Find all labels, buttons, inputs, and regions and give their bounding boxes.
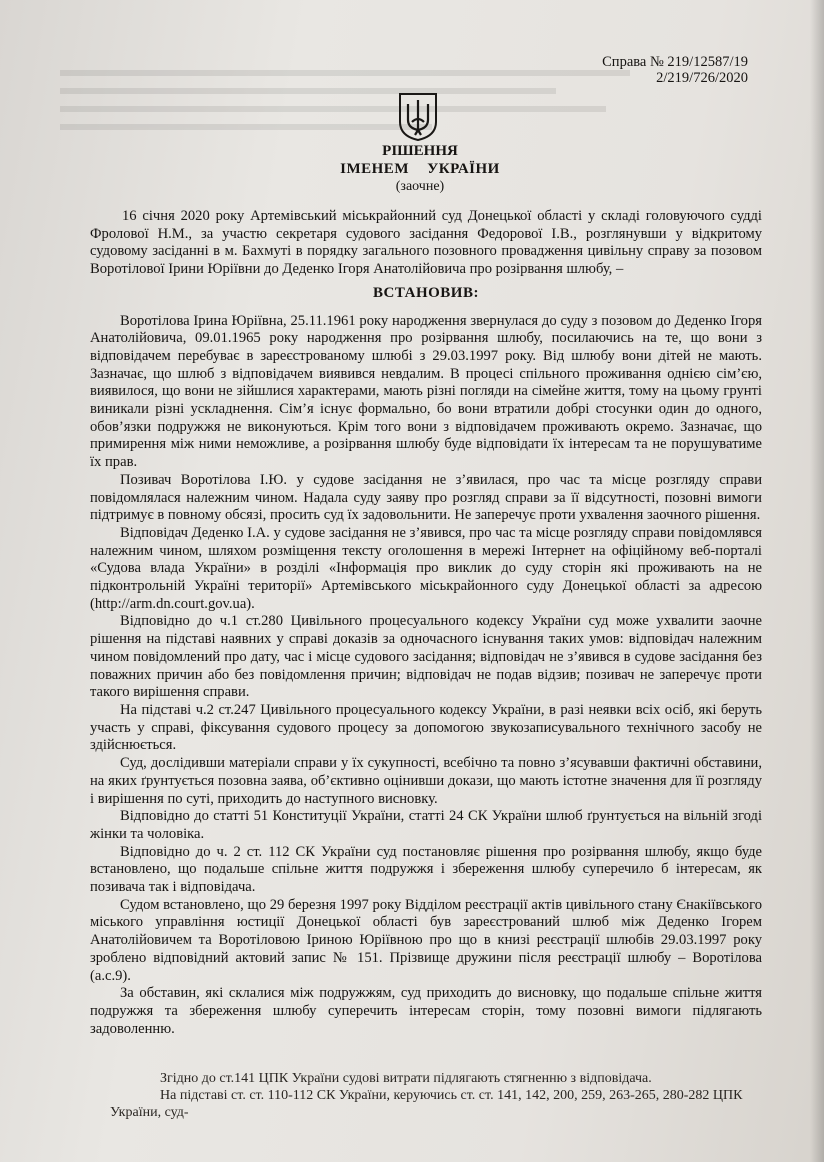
case-number-line-1: Справа № 219/12587/19 bbox=[602, 54, 748, 70]
paragraph: За обставин, які склалися між подружжям, суд приходить до висновку, що подальше спільне життя подружжя та збереження шлюбу суперечить інтересам сторін, тому позовні вимоги підлягають задоволенню. bbox=[90, 985, 762, 1037]
costs-paragraph: Згідно до ст.141 ЦПК України судові витрати підлягають стягненню з відповідача. bbox=[160, 1071, 652, 1086]
paragraph: Воротілова Ірина Юріївна, 25.11.1961 року народження звернулася до суду з позовом до Деденко Ігоря Анатолійовича, 09.01.1965 року народження про розірвання шлюбу, посилаючись на те, що вони з відповідачем перебуває в зареєстрованому шлюбі з 29.03.1997 року. Від шлюбу вони дітей не мають. Зазначає, що шлюб з відповідачем виявився невдалим. В процесі спільного проживання однією сім’єю, виявилося, що вони не зійшлися характерами, мають різні погляди на сімейне життя, тому на цьому грунті виникали різні ускладнення. Сім’я існує формально, бо вони втратили добрі стосунки один до одного, обов’язки подружжя не виконуються. Крім того вони з відповідачем проживають окремо. Зазначає, що примирення між ними неможливе, а розірвання шлюбу буде відповідати їх інтересам та не порушуватиме їх прав. bbox=[90, 312, 762, 471]
paragraph: Позивач Воротілова І.Ю. у судове засідання не з’явилася, про час та місце розгляду справи повідомлялася належним чином. Надала суду заяву про розгляд справи за її відсутності, позовні вимоги підтримує в повному обсязі, просить суд їх задовольнити. Не заперечує проти ухвалення заочного рішення. bbox=[90, 471, 762, 524]
legal-basis-paragraph: На підставі ст. ст. 110-112 СК України, керуючись ст. ст. 141, 142, 200, 259, 263-265, 280-282 ЦПК України, суд- bbox=[110, 1088, 743, 1120]
paragraph: Відповідно до ч.1 ст.280 Цивільного процесуального кодексу України суд може ухвалити заочне рішення на підставі наявних у справі доказів за одночасного існування таких умов: відповідач належним чином повідомлений про дату, час і місце судового засідання; відповідач не з’явився в судове засідання без поважних причин або без повідомлення причин; відповідач не подав відзив; позивач не заперечує проти такого вирішення справи. bbox=[90, 613, 762, 701]
title-decision: РІШЕННЯ bbox=[382, 143, 458, 159]
paragraph: На підставі ч.2 ст.247 Цивільного процесуального кодексу України, в разі неявки всіх осіб, які беруть участь у справі, фіксування судового процесу за допомогою звукозаписувального технічного засобу не здійснюється. bbox=[90, 701, 762, 754]
document-tail bbox=[110, 1070, 770, 1121]
title-in-absentia: (заочне) bbox=[395, 179, 445, 194]
paragraph: Суд, дослідивши матеріали справи у їх сукупності, всебічно та повно з’ясувавши фактичні обставини, на яких ґрунтується позовна заява, об’єктивно оцінивши докази, що мають істотне значення для її розгляду і вирішення по суті, приходить до наступного висновку. bbox=[90, 755, 762, 807]
paragraph: Відповідно до ч. 2 ст. 112 СК України суд постановляє рішення про розірвання шлюбу, якщо буде встановлено, що подальше спільне життя подружжя і збереження шлюбу суперечило б інтересам, як позивача так і відповідача. bbox=[90, 843, 762, 896]
document-body bbox=[90, 208, 762, 1038]
trident-icon bbox=[398, 92, 438, 142]
title-in-the-name: ІМЕНЕМ УКРАЇНИ bbox=[340, 161, 500, 177]
page-edge-shadow bbox=[810, 0, 824, 1162]
paragraph: Відповідно до статті 51 Конституції України, статті 24 СК України шлюб ґрунтується на вільній згоді жінки та чоловіка. bbox=[90, 808, 762, 842]
document-title bbox=[250, 142, 590, 196]
paragraph: Судом встановлено, що 29 березня 1997 року Відділом реєстрації актів цивільного стану Єнакіївського міського управління юстиції Донецької області був зареєстрований шлюб між Деденко Ігорем Анатолійовичем та Воротіловою Іриною Юріївною про що в книзі реєстрації шлюбів 29.03.1997 року зроблено відповідний актовий запис № 151. Прізвище дружини після реєстрації шлюбу – Воротілова (а.с.9). bbox=[90, 896, 762, 984]
bleed-through-text bbox=[60, 70, 680, 150]
section-heading: ВСТАНОВИВ: bbox=[373, 284, 479, 301]
intro-paragraph: 16 січня 2020 року Артемівський міськрайонний суд Донецької області у складі головуючого судді Фролової Н.М., за участю секретаря судового засідання Федорової І.В., розглянувши у відкритому судовому засіданні в м. Бахмуті в порядку загального позовного провадження цивільну справу за позовом Воротілової Ірини Юріївни до Деденко Ігоря Анатолійовича про розірвання шлюбу, – bbox=[90, 208, 762, 278]
case-number bbox=[602, 54, 748, 86]
case-number-line-2: 2/219/726/2020 bbox=[656, 70, 748, 86]
paragraph: Відповідач Деденко І.А. у судове засідання не з’явився, про час та місце розгляду справи повідомлявся належним чином, шляхом розміщення тексту оголошення в мережі Інтернет на офіційному веб-порталі «Судова влада України» в розділі «Інформація про виклик до суду сторін які проживають на не підконтрольній Україні території» Артемівського міськрайонного суду Донецької області за адресою (http://arm.dn.court.gov.ua). bbox=[90, 524, 762, 612]
